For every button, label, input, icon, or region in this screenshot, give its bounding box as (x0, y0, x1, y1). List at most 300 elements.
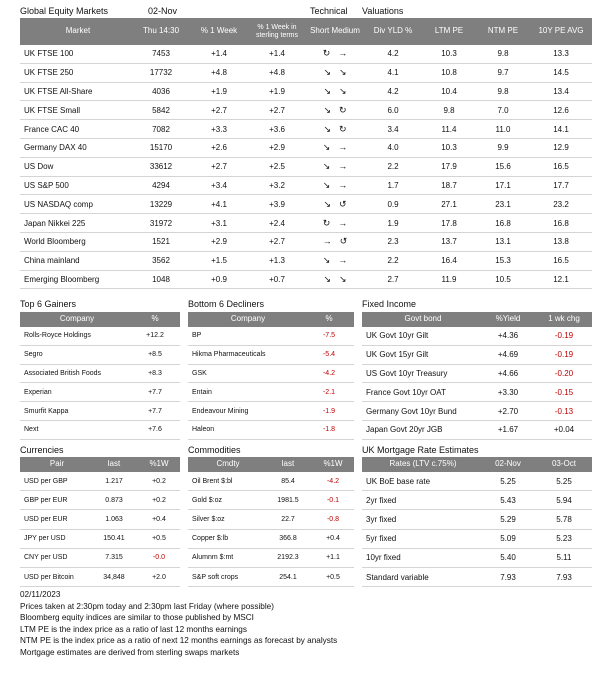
table-row (20, 491, 180, 510)
currency-name: USD per Bitcoin (24, 573, 74, 581)
bond-name: France Govt 10yr OAT (366, 387, 446, 397)
ltm-pe: 17.9 (441, 162, 457, 172)
div-yield: 2.7 (387, 274, 399, 284)
footnote: Prices taken at 2:30pm today and 2:30pm last Friday (where possible) (20, 601, 274, 611)
week-change-sterling: +1.3 (269, 256, 285, 266)
mortgage-change: 5.78 (556, 514, 572, 524)
currency-change: +2.0 (152, 573, 166, 581)
currency-value: 1.063 (105, 515, 123, 523)
table-row (188, 402, 354, 421)
table-row (362, 346, 592, 365)
week-change-sterling: +1.4 (269, 49, 285, 59)
table-row (20, 158, 592, 177)
week-change-sterling: +2.5 (269, 162, 285, 172)
commodities-title: Commodities (188, 445, 241, 455)
table-row (20, 383, 180, 402)
gainers-col-company: Company (59, 314, 95, 324)
mortgage-change: 5.25 (556, 476, 572, 486)
technical-indicators (306, 105, 364, 116)
ltm-pe: 10.4 (441, 86, 457, 96)
col-week: % 1 Week (200, 26, 238, 36)
medium-arrow-icon: → (338, 179, 348, 190)
table-row (188, 549, 354, 568)
currencies-header (20, 457, 180, 472)
gainer-pct: +8.5 (148, 351, 162, 359)
fi-col-chg: 1 wk chg (548, 314, 580, 324)
mortgage-change: 7.93 (556, 572, 572, 582)
mortgage-change: 5.94 (556, 495, 572, 505)
pe-10y-avg: 12.1 (553, 274, 569, 284)
decliner-pct: -1.9 (322, 407, 336, 415)
bond-change: -0.15 (554, 387, 574, 397)
table-row (20, 568, 180, 587)
market-price: 13229 (149, 199, 173, 209)
commodity-name: Copper $:lb (192, 535, 229, 543)
table-row (362, 530, 592, 549)
short-arrow-icon: ↘ (323, 104, 331, 115)
market-price: 4294 (152, 180, 170, 190)
pe-10y-avg: 16.5 (553, 256, 569, 266)
medium-arrow-icon: ↘ (339, 273, 347, 284)
bond-yield: +4.36 (497, 331, 519, 341)
commodities-header (188, 457, 354, 472)
mortgage-value: 5.43 (500, 495, 516, 505)
market-name: UK FTSE 100 (24, 49, 74, 59)
page-date: 02-Nov (148, 6, 178, 16)
commodity-change: -0.8 (326, 515, 340, 523)
week-change: +3.1 (211, 218, 227, 228)
ntm-pe: 9.8 (497, 49, 509, 59)
decliners-col-pct: % (325, 314, 333, 324)
mortgage-name: Standard variable (366, 572, 429, 582)
div-yield: 6.0 (387, 105, 399, 115)
fixed-income-title: Fixed Income (362, 299, 417, 309)
mortgage-name: 2yr fixed (366, 495, 397, 505)
market-name: Germany DAX 40 (24, 143, 87, 153)
short-arrow-icon: ↻ (322, 48, 331, 59)
commodity-name: Silver $:oz (192, 515, 225, 523)
div-yield: 4.2 (387, 86, 399, 96)
bond-name: US Govt 10yr Treasury (366, 368, 448, 378)
mortgage-header (362, 457, 592, 472)
gainer-pct: +7.7 (148, 407, 162, 415)
ltm-pe: 17.8 (441, 218, 457, 228)
medium-arrow-icon: → (338, 161, 348, 172)
footnote: Bloomberg equity indices are similar to those published by MSCI (20, 613, 254, 622)
commodity-change: +0.4 (326, 535, 340, 543)
mortgage-title: UK Mortgage Rate Estimates (362, 445, 479, 455)
div-yield: 1.9 (387, 218, 399, 228)
market-price: 1521 (152, 237, 170, 247)
decliner-pct: -5.4 (322, 351, 336, 359)
mortgage-value: 5.25 (500, 476, 516, 486)
week-change: +4.1 (211, 199, 227, 209)
currencies-title: Currencies (20, 445, 64, 455)
ntm-pe: 16.8 (495, 218, 511, 228)
week-change-sterling: +2.7 (269, 105, 285, 115)
short-arrow-icon: ↘ (323, 67, 331, 78)
bond-name: UK Govt 10yr Gilt (366, 331, 429, 341)
week-change-sterling: +3.6 (269, 124, 285, 134)
cur-col-pair: Pair (49, 459, 65, 469)
bond-yield: +4.66 (497, 368, 519, 378)
market-price: 31972 (149, 218, 173, 228)
gainer-company: Rolls-Royce Holdings (24, 332, 91, 340)
valuations-label: Valuations (362, 6, 404, 16)
short-arrow-icon: ↘ (323, 123, 331, 134)
currency-change: +0.5 (152, 535, 166, 543)
commodity-name: Gold $:oz (192, 496, 222, 504)
commodity-value: 366.8 (279, 535, 297, 543)
decliner-pct: -7.5 (322, 332, 336, 340)
table-row (188, 491, 354, 510)
bond-change: -0.19 (554, 350, 574, 360)
gainer-pct: +8.3 (148, 369, 162, 377)
market-price: 1048 (152, 274, 170, 284)
week-change: +2.7 (211, 105, 227, 115)
week-change-sterling: +0.7 (269, 274, 285, 284)
bond-change: -0.20 (554, 368, 574, 378)
table-row (362, 491, 592, 510)
bond-change: -0.13 (554, 406, 574, 416)
col-market: Market (65, 26, 91, 36)
week-change-sterling: +3.9 (269, 199, 285, 209)
ntm-pe: 15.3 (495, 256, 511, 266)
mortgage-change: 5.23 (556, 534, 572, 544)
week-change: +1.9 (211, 86, 227, 96)
commodity-name: Alumnm $:mt (192, 554, 234, 562)
div-yield: 1.7 (387, 180, 399, 190)
technical-indicators (306, 124, 364, 135)
currency-value: 150.41 (103, 535, 125, 543)
table-row (362, 510, 592, 529)
short-arrow-icon: ↘ (323, 85, 331, 96)
bond-name: Germany Govt 10yr Bund (366, 406, 457, 416)
com-col-cmdty: Cmdty (216, 459, 240, 469)
table-row (188, 327, 354, 346)
div-yield: 2.3 (387, 237, 399, 247)
col-technical: Short Medium (310, 26, 360, 36)
market-name: US NASDAQ comp (24, 199, 93, 209)
table-row (188, 530, 354, 549)
col-week-sterling: % 1 Week in sterling terms (255, 24, 298, 39)
table-row (188, 346, 354, 365)
currency-value: 7.315 (105, 554, 123, 562)
decliner-company: Haleon (192, 426, 215, 434)
technical-indicators (306, 218, 364, 229)
pe-10y-avg: 23.2 (553, 199, 569, 209)
ntm-pe: 9.7 (497, 68, 509, 78)
technical-indicators (306, 199, 364, 210)
medium-arrow-icon: → (338, 142, 348, 153)
table-row (20, 139, 592, 158)
week-change: +4.8 (211, 68, 227, 78)
short-arrow-icon: ↻ (322, 217, 331, 228)
ntm-pe: 10.5 (495, 274, 511, 284)
gainer-pct: +7.7 (148, 388, 162, 396)
mortgage-value: 5.09 (500, 534, 516, 544)
decliner-company: BP (192, 332, 202, 340)
gainer-company: Experian (24, 388, 52, 396)
decliner-pct: -2.1 (322, 388, 336, 396)
medium-arrow-icon: → (338, 217, 348, 228)
table-row (20, 421, 180, 440)
div-yield: 2.2 (387, 256, 399, 266)
short-arrow-icon: ↘ (322, 142, 331, 153)
currency-name: JPY per USD (24, 535, 66, 543)
page-title: Global Equity Markets (20, 6, 109, 16)
short-arrow-icon: ↘ (322, 179, 331, 190)
week-change-sterling: +3.2 (269, 180, 285, 190)
market-price: 17732 (149, 68, 173, 78)
commodity-value: 85.4 (281, 477, 295, 485)
table-row (20, 549, 180, 568)
mortgage-name: 5yr fixed (366, 534, 397, 544)
medium-arrow-icon: → (338, 48, 348, 59)
short-arrow-icon: ↘ (323, 198, 331, 209)
week-change: +2.6 (211, 143, 227, 153)
pe-10y-avg: 16.8 (553, 218, 569, 228)
market-price: 3562 (152, 256, 170, 266)
currency-change: -0.0 (152, 554, 166, 562)
footnote: NTM PE is the index price as a ratio of next 12 months earnings as forecast by analysts (20, 636, 338, 645)
gainer-company: Associated British Foods (24, 369, 102, 377)
gainers-title: Top 6 Gainers (20, 299, 77, 309)
decliner-company: Endeavour Mining (192, 407, 249, 415)
table-row (20, 177, 592, 196)
ltm-pe: 10.3 (441, 143, 457, 153)
commodity-change: -0.1 (326, 496, 340, 504)
footnote: Mortgage estimates are derived from sterling swaps markets (20, 647, 240, 657)
decliner-pct: -4.2 (322, 369, 336, 377)
market-name: France CAC 40 (24, 124, 80, 134)
table-row (20, 252, 592, 271)
market-price: 7453 (152, 49, 170, 59)
currency-value: 34,848 (103, 573, 125, 581)
table-row (20, 214, 592, 233)
market-name: US Dow (24, 162, 54, 172)
div-yield: 4.1 (387, 68, 399, 78)
market-name: UK FTSE 250 (24, 68, 74, 78)
ntm-pe: 17.1 (495, 180, 511, 190)
mortgage-value: 5.40 (500, 553, 516, 563)
mort-col-b: 03-Oct (551, 459, 576, 469)
col-ntm-pe: NTM PE (487, 26, 519, 36)
week-change-sterling: +2.7 (269, 237, 285, 247)
table-row (362, 549, 592, 568)
table-row (362, 568, 592, 587)
commodity-change: +0.5 (326, 573, 340, 581)
decliner-company: GSK (192, 369, 207, 377)
currency-value: 1.217 (105, 477, 123, 485)
table-row (188, 383, 354, 402)
market-name: UK FTSE All-Share (24, 86, 93, 96)
market-price: 7082 (152, 124, 170, 134)
week-change-sterling: +1.9 (269, 86, 285, 96)
medium-arrow-icon: ↘ (339, 67, 347, 78)
com-col-chg: %1W (323, 459, 343, 469)
technical-indicators (306, 161, 364, 172)
col-price: Thu 14:30 (142, 26, 180, 36)
mortgage-value: 7.93 (500, 572, 516, 582)
week-change-sterling: +2.9 (269, 143, 285, 153)
equity-table-header (20, 18, 592, 45)
col-div-yld: Div YLD % (373, 26, 413, 36)
technical-indicators (306, 274, 364, 285)
short-arrow-icon: ↘ (322, 161, 331, 172)
fixed-income-header (362, 312, 592, 327)
currency-change: +0.2 (152, 496, 166, 504)
ltm-pe: 27.1 (441, 199, 457, 209)
cur-col-last: last (107, 459, 121, 469)
gainer-company: Next (24, 426, 39, 434)
week-change: +2.9 (211, 237, 227, 247)
short-arrow-icon: ↘ (323, 273, 331, 284)
commodity-change: -4.2 (326, 477, 340, 485)
gainer-company: Segro (24, 351, 43, 359)
table-row (362, 383, 592, 402)
cur-col-chg: %1W (149, 459, 169, 469)
mortgage-change: 5.11 (556, 553, 572, 563)
bond-yield: +3.30 (497, 387, 519, 397)
commodity-change: +1.1 (326, 554, 340, 562)
week-change: +3.4 (211, 180, 227, 190)
bond-change: +0.04 (553, 425, 575, 435)
technical-indicators (306, 48, 364, 59)
bond-yield: +2.70 (497, 406, 519, 416)
table-row (20, 510, 180, 529)
market-name: China mainland (24, 256, 80, 266)
bond-change: -0.19 (554, 331, 574, 341)
week-change: +1.4 (211, 49, 227, 59)
mortgage-name: 10yr fixed (366, 553, 401, 563)
col-10y-pe: 10Y PE AVG (538, 26, 584, 36)
bond-name: UK Govt 15yr Gilt (366, 350, 429, 360)
decliners-title: Bottom 6 Decliners (188, 299, 265, 309)
pe-10y-avg: 14.5 (553, 68, 569, 78)
col-ltm-pe: LTM PE (434, 26, 464, 36)
technical-indicators (306, 180, 364, 191)
ltm-pe: 16.4 (441, 256, 457, 266)
commodity-name: Oil Brent $:bl (192, 477, 233, 485)
table-row (362, 421, 592, 440)
ltm-pe: 13.7 (441, 237, 457, 247)
table-row (188, 365, 354, 384)
pe-10y-avg: 12.6 (553, 105, 569, 115)
currency-value: 0.873 (105, 496, 123, 504)
currency-name: USD per GBP (24, 477, 68, 485)
ntm-pe: 23.1 (495, 199, 511, 209)
currency-name: GBP per EUR (24, 496, 68, 504)
pe-10y-avg: 12.9 (553, 143, 569, 153)
table-row (20, 233, 592, 252)
market-price: 4036 (152, 86, 170, 96)
market-name: US S&P 500 (24, 180, 69, 190)
fi-col-bond: Govt bond (404, 314, 442, 324)
div-yield: 4.0 (387, 143, 399, 153)
table-row (20, 327, 180, 346)
currency-change: +0.2 (152, 477, 166, 485)
market-name: Japan Nikkei 225 (24, 218, 86, 228)
fi-col-yield: %Yield (495, 314, 521, 324)
currency-change: +0.4 (152, 515, 166, 523)
ntm-pe: 15.6 (495, 162, 511, 172)
footnote: LTM PE is the index price as a ratio of last 12 months earnings (20, 624, 247, 634)
table-row (20, 402, 180, 421)
mort-col-a: 02-Nov (495, 459, 521, 469)
div-yield: 2.2 (387, 162, 399, 172)
medium-arrow-icon: ↘ (339, 85, 347, 96)
table-row (20, 271, 592, 290)
medium-arrow-icon: ↻ (339, 123, 347, 134)
technical-indicators (306, 142, 364, 153)
short-arrow-icon: → (322, 236, 332, 247)
technical-indicators (306, 86, 364, 97)
table-row (362, 365, 592, 384)
gainer-company: Smurfit Kappa (24, 407, 69, 415)
week-change: +1.5 (211, 256, 227, 266)
technical-indicators (306, 236, 364, 247)
table-row (20, 365, 180, 384)
table-row (20, 45, 592, 64)
table-row (188, 568, 354, 587)
market-name: World Bloomberg (24, 237, 86, 247)
footnote-date: 02/11/2023 (20, 590, 61, 599)
ltm-pe: 11.4 (441, 124, 457, 134)
market-price: 5842 (152, 105, 170, 115)
short-arrow-icon: ↘ (322, 255, 331, 266)
market-name: UK FTSE Small (24, 105, 81, 115)
commodity-value: 1981.5 (277, 496, 299, 504)
mort-col-rates: Rates (LTV c.75%) (389, 459, 457, 469)
pe-10y-avg: 17.7 (553, 180, 569, 190)
medium-arrow-icon: ↻ (339, 104, 347, 115)
technical-label: Technical (310, 6, 348, 16)
ntm-pe: 7.0 (497, 105, 509, 115)
ntm-pe: 13.1 (495, 237, 511, 247)
gainers-header (20, 312, 180, 327)
ntm-pe: 9.9 (497, 143, 509, 153)
mortgage-name: 3yr fixed (366, 514, 397, 524)
market-name: Emerging Bloomberg (24, 274, 100, 284)
table-row (20, 83, 592, 102)
market-price: 15170 (149, 143, 173, 153)
mortgage-value: 5.29 (500, 514, 516, 524)
pe-10y-avg: 13.4 (553, 86, 569, 96)
decliner-pct: -1.8 (322, 426, 336, 434)
pe-10y-avg: 14.1 (553, 124, 569, 134)
ltm-pe: 10.3 (441, 49, 457, 59)
div-yield: 0.9 (387, 199, 399, 209)
table-row (362, 402, 592, 421)
medium-arrow-icon: ↺ (339, 198, 347, 209)
decliners-header (188, 312, 354, 327)
com-col-last: last (281, 459, 295, 469)
ntm-pe: 11.0 (495, 124, 511, 134)
decliners-col-company: Company (230, 314, 266, 324)
decliner-company: Entain (192, 388, 212, 396)
ntm-pe: 9.8 (497, 86, 509, 96)
div-yield: 3.4 (387, 124, 399, 134)
bond-name: Japan Govt 20yr JGB (366, 425, 443, 435)
commodity-value: 254.1 (279, 573, 297, 581)
ltm-pe: 9.8 (443, 105, 455, 115)
table-row (188, 510, 354, 529)
table-row (362, 327, 592, 346)
ltm-pe: 11.9 (441, 274, 457, 284)
week-change-sterling: +4.8 (269, 68, 285, 78)
technical-indicators (306, 67, 364, 78)
